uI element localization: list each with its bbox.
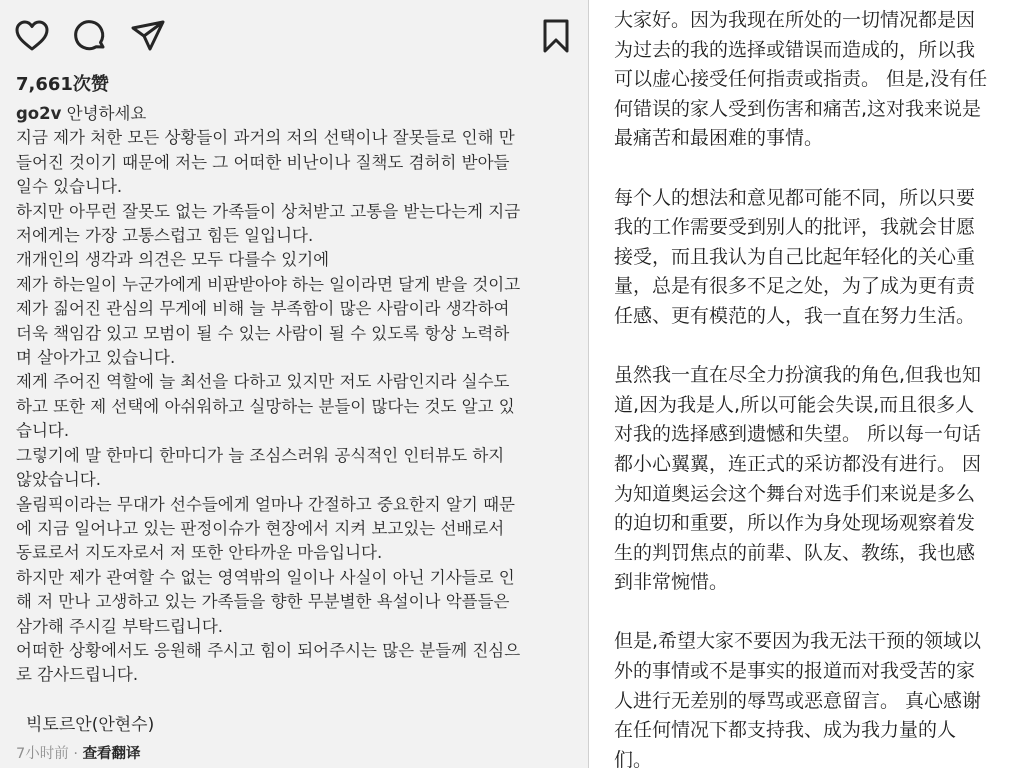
- caption-signature: 빅토르안(안현수): [26, 715, 155, 735]
- caption-line: 지금 제가 처한 모든 상황들이 과거의 저의 선택이나 잘못들로 인해 만: [16, 128, 515, 148]
- translation-line: 量，总是有很多不足之处，为了成为更有责: [614, 275, 976, 298]
- caption-line: 로 감사드립니다.: [16, 665, 139, 685]
- translation-line: 人进行无差别的辱骂或恶意留言。 真心感谢: [614, 689, 982, 712]
- post-meta: [16, 742, 141, 763]
- caption-line: 어떠한 상황에서도 응원해 주시고 힘이 되어주시는 많은 분들께 진심으: [16, 640, 521, 660]
- post-timestamp[interactable]: 7小时前: [16, 746, 69, 762]
- caption-line: 일수 있습니다.: [16, 177, 123, 197]
- caption-line: 하고 또한 제 선택에 아쉬워하고 실망하는 분들이 많다는 것도 알고 있: [16, 396, 515, 416]
- caption-line: 않았습니다.: [16, 470, 101, 490]
- translation-line: 到非常惋惜。: [614, 571, 729, 594]
- translation-line: 最痛苦和最困难的事情。: [614, 127, 824, 150]
- translation-line: 为过去的我的选择或错误而造成的，所以我: [614, 38, 976, 61]
- caption-line: 들어진 것이기 때문에 저는 그 어떠한 비난이나 질책도 겸허히 받아들: [16, 152, 510, 172]
- paragraph-gap: [614, 154, 1026, 184]
- caption-line: 습니다.: [16, 421, 70, 441]
- panel-divider: [588, 0, 589, 768]
- translation-panel: [600, 0, 1032, 768]
- caption-line: 며 살아가고 있습니다.: [16, 348, 176, 368]
- caption-line: 하지만 아무런 잘못도 없는 가족들이 상처받고 고통을 받는다는게 지금: [16, 201, 521, 221]
- caption-line: 개개인의 생각과 의견은 모두 다를수 있기에: [16, 250, 330, 270]
- caption-header: [16, 102, 576, 126]
- translation-line: 每个人的想法和意见都可能不同，所以只要: [614, 186, 976, 209]
- translation-line: 任感、更有模范的人，我一直在努力生活。: [614, 304, 976, 327]
- caption-line: 해 저 만나 고생하고 있는 가족들을 향한 무분별한 욕설이나 악플들은: [16, 592, 510, 612]
- translation-line: 可以虚心接受任何指责或指责。 但是,没有任: [614, 68, 988, 91]
- translation-line: 何错误的家人受到伤害和痛苦,这对我来说是: [614, 97, 982, 120]
- translation-line: 虽然我一直在尽全力扮演我的角色,但我也知: [614, 364, 982, 387]
- paragraph-gap: [614, 598, 1026, 628]
- translation-line: 生的判罚焦点的前辈、队友、教练，我也感: [614, 541, 976, 564]
- bookmark-icon[interactable]: [538, 18, 574, 54]
- translation-line: 外的事情或不是事实的报道而对我受苦的家: [614, 660, 976, 683]
- paragraph-gap: [614, 332, 1026, 362]
- likes-count[interactable]: 7,661次赞: [16, 74, 109, 95]
- translation-line: 都小心翼翼，连正式的采访都没有进行。 因: [614, 452, 982, 475]
- chinese-translation-text: [614, 6, 1026, 768]
- post-caption: [16, 102, 576, 688]
- caption-line: 하지만 제가 관여할 수 없는 영역밖의 일이나 사실이 아닌 기사들로 인: [16, 567, 515, 587]
- caption-body: [16, 126, 576, 687]
- post-action-bar: [14, 18, 574, 54]
- caption-line: 저에게는 가장 고통스럽고 힘든 일입니다.: [16, 226, 314, 246]
- caption-line: 제게 주어진 역할에 늘 최선을 다하고 있지만 저도 사람인지라 실수도: [16, 372, 510, 392]
- heart-icon[interactable]: [14, 18, 50, 54]
- caption-line: 에 지금 일어나고 있는 판정이슈가 현장에서 지켜 보고있는 선배로서: [16, 518, 505, 538]
- meta-separator: ·: [73, 746, 78, 762]
- caption-line: 삼가해 주시길 부탁드립니다.: [16, 616, 224, 636]
- translation-line: 们。: [614, 748, 653, 768]
- comment-bubble-icon[interactable]: [72, 18, 108, 54]
- caption-line: 올림픽이라는 무대가 선수들에게 얼마나 간절하고 중요한지 알기 때문: [16, 494, 515, 514]
- translation-line: 但是,希望大家不要因为我无法干预的领域以: [614, 630, 982, 653]
- caption-greeting: 안녕하세요: [66, 104, 147, 123]
- translation-line: 接受，而且我认为自己比起年轻化的关心重: [614, 245, 976, 268]
- translation-line: 对我的选择感到遗憾和失望。 所以每一句话: [614, 423, 982, 446]
- caption-line: 더욱 책임감 있고 모범이 될 수 있는 사람이 될 수 있도록 항상 노력하: [16, 323, 510, 343]
- translation-line: 在任何情况下都支持我、成为我力量的人: [614, 719, 957, 742]
- translation-line: 道,因为我是人,所以可能会失误,而且很多人: [614, 393, 975, 416]
- see-translation-link[interactable]: 查看翻译: [82, 746, 141, 762]
- caption-line: 제가 짊어진 관심의 무게에 비해 늘 부족함이 많은 사람이라 생각하여: [16, 299, 510, 319]
- paper-plane-icon[interactable]: [130, 18, 166, 54]
- username-link[interactable]: go2v: [16, 104, 62, 123]
- translation-line: 为知道奥运会这个舞台对选手们来说是多么: [614, 482, 976, 505]
- caption-line: 제가 하는일이 누군가에게 비판받아야 하는 일이라면 달게 받을 것이고: [16, 274, 521, 294]
- translation-line: 大家好。因为我现在所处的一切情况都是因: [614, 9, 976, 31]
- caption-line: 동료로서 지도자로서 저 또한 안타까운 마음입니다.: [16, 543, 383, 563]
- translation-line: 我的工作需要受到别人的批评，我就会甘愿: [614, 216, 976, 239]
- caption-line: 그렇기에 말 한마디 한마디가 늘 조심스러워 공식적인 인터뷰도 하지: [16, 445, 505, 465]
- translation-line: 的迫切和重要，所以作为身处现场观察着发: [614, 512, 976, 535]
